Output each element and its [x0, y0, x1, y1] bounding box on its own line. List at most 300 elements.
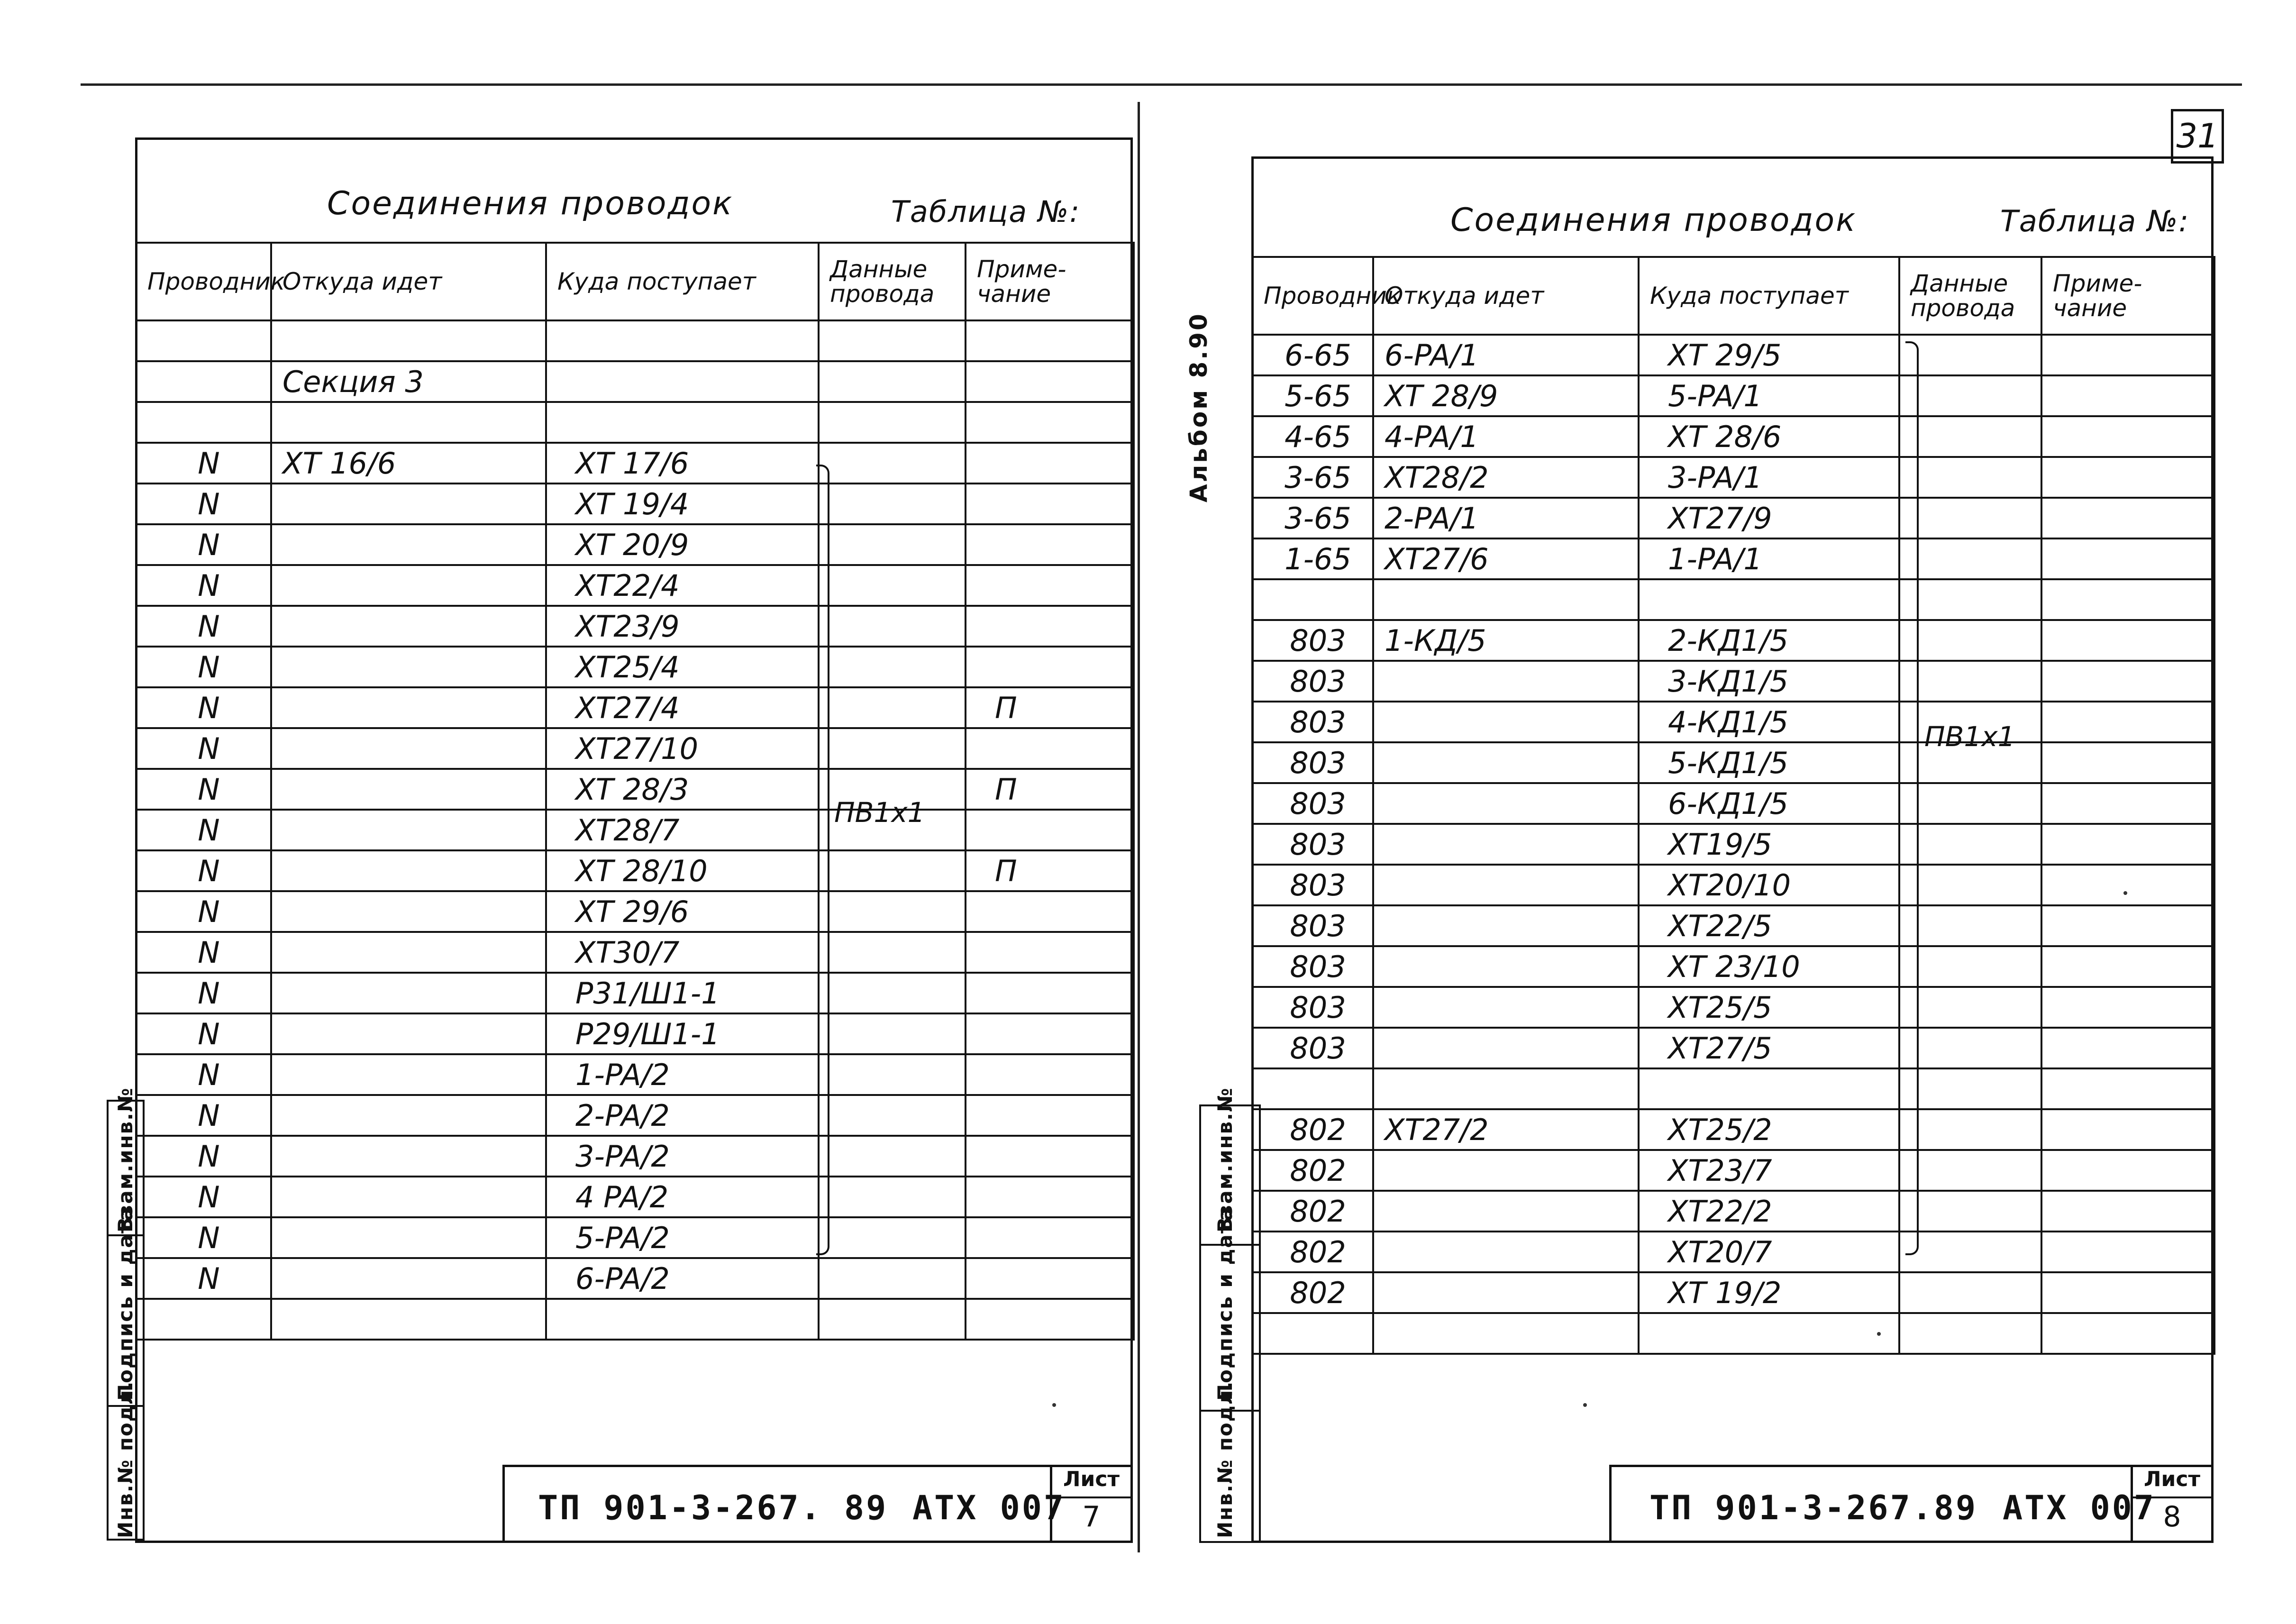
left-wire-label: ПВ1х1	[834, 796, 925, 829]
cell-to	[1639, 1068, 1899, 1109]
cell-note	[966, 728, 1134, 769]
cell-note	[2041, 620, 2214, 661]
cell-to: 5-PA/1	[1639, 375, 1899, 416]
table-row	[1252, 335, 2214, 375]
cell-note	[966, 484, 1134, 524]
cell-conductor: N	[136, 891, 271, 932]
cell-note	[2041, 1313, 2214, 1354]
table-row	[1252, 579, 2214, 620]
table-row	[1252, 824, 2214, 865]
table-row	[1252, 1272, 2214, 1313]
cell-to: 4 PA/2	[546, 1177, 819, 1217]
cell-to: XT25/2	[1639, 1109, 1899, 1150]
cell-from: XT28/2	[1373, 457, 1639, 498]
right-sheet-number-box	[2131, 1467, 2211, 1541]
cell-conductor: 4-65	[1252, 416, 1373, 457]
table-row	[136, 932, 1134, 973]
cell-to	[546, 361, 819, 402]
cell-to	[546, 1299, 819, 1340]
cell-wire-data	[1899, 335, 2041, 375]
cell-note	[2041, 987, 2214, 1028]
cell-from	[271, 402, 546, 443]
right-table-body	[1252, 335, 2214, 1354]
cell-conductor: N	[136, 728, 271, 769]
right-wire-label: ПВ1х1	[1924, 721, 2015, 753]
right-doc-number: ТП 901-3-267.89	[1649, 1488, 1978, 1527]
right-title-block	[1609, 1465, 2214, 1543]
cell-to: 3-PA/2	[546, 1136, 819, 1177]
cell-conductor	[136, 320, 271, 361]
left-stamp-inv-no: Инв.№ подл.	[114, 1380, 137, 1538]
cell-conductor	[1252, 1313, 1373, 1354]
cell-note	[966, 1136, 1134, 1177]
cell-wire-data	[819, 850, 966, 891]
cell-from: 4-PA/1	[1373, 416, 1639, 457]
table-row	[1252, 538, 2214, 579]
cell-conductor: N	[136, 1258, 271, 1299]
cell-conductor: N	[136, 973, 271, 1013]
cell-conductor: 802	[1252, 1232, 1373, 1272]
cell-conductor	[136, 361, 271, 402]
cell-wire-data	[1899, 905, 2041, 946]
cell-note	[2041, 1272, 2214, 1313]
cell-wire-data	[819, 1095, 966, 1136]
cell-to: XT 29/5	[1639, 335, 1899, 375]
cell-to: XT20/7	[1639, 1232, 1899, 1272]
cell-note	[2041, 498, 2214, 538]
cell-note	[2041, 457, 2214, 498]
cell-note	[966, 320, 1134, 361]
cell-from	[1373, 702, 1639, 742]
cell-from	[271, 728, 546, 769]
cell-note	[966, 1095, 1134, 1136]
cell-to: P31/Ш1-1	[546, 973, 819, 1013]
cell-conductor	[136, 402, 271, 443]
cell-note	[966, 1299, 1134, 1340]
cell-conductor: N	[136, 769, 271, 810]
cell-from	[1373, 1191, 1639, 1232]
table-row	[136, 1177, 1134, 1217]
cell-note	[966, 565, 1134, 606]
cell-from	[271, 1177, 546, 1217]
table-row	[136, 647, 1134, 687]
cell-wire-data	[819, 443, 966, 484]
table-row	[1252, 661, 2214, 702]
scan-speckle	[1877, 1332, 1881, 1336]
cell-conductor: 803	[1252, 742, 1373, 783]
cell-conductor: 1-65	[1252, 538, 1373, 579]
cell-note	[966, 1013, 1134, 1054]
col-header-to: Куда поступает	[546, 243, 819, 320]
cell-note	[2041, 865, 2214, 905]
cell-wire-data	[819, 402, 966, 443]
table-row	[136, 320, 1134, 361]
table-row	[136, 402, 1134, 443]
cell-note	[2041, 1191, 2214, 1232]
right-stamp-inv-no: Инв.№ подл.	[1213, 1380, 1237, 1538]
cell-from	[271, 810, 546, 850]
cell-from	[271, 1095, 546, 1136]
cell-conductor: N	[136, 1054, 271, 1095]
cell-wire-data	[819, 484, 966, 524]
cell-note	[966, 1217, 1134, 1258]
table-row	[136, 1013, 1134, 1054]
table-row	[1252, 742, 2214, 783]
scan-speckle	[1583, 1403, 1587, 1407]
left-sheet-number: 7	[1082, 1500, 1101, 1533]
cell-wire-data	[819, 687, 966, 728]
table-row	[1252, 416, 2214, 457]
cell-note: П	[966, 687, 1134, 728]
cell-from	[271, 1013, 546, 1054]
cell-note: П	[966, 850, 1134, 891]
cell-to: 1-PA/2	[546, 1054, 819, 1095]
cell-from: Секция 3	[271, 361, 546, 402]
cell-conductor: N	[136, 524, 271, 565]
table-row	[1252, 1150, 2214, 1191]
col-header-wire-data: Данные провода	[1899, 257, 2041, 335]
cell-from	[1373, 1232, 1639, 1272]
cell-from	[271, 606, 546, 647]
cell-to: XT 20/9	[546, 524, 819, 565]
cell-note	[966, 524, 1134, 565]
cell-from	[271, 769, 546, 810]
table-row	[1252, 702, 2214, 742]
cell-note	[2041, 1068, 2214, 1109]
cell-wire-data	[1899, 498, 2041, 538]
left-table-number-label: Таблица №:	[891, 194, 1081, 229]
table-row	[136, 524, 1134, 565]
table-row	[136, 973, 1134, 1013]
cell-from	[271, 973, 546, 1013]
cell-conductor: 5-65	[1252, 375, 1373, 416]
cell-conductor: 802	[1252, 1150, 1373, 1191]
cell-note	[966, 361, 1134, 402]
cell-from	[1373, 579, 1639, 620]
center-fold	[1138, 102, 1140, 1552]
table-row	[136, 769, 1134, 810]
cell-conductor: 3-65	[1252, 498, 1373, 538]
cell-to: XT25/5	[1639, 987, 1899, 1028]
cell-note	[2041, 946, 2214, 987]
cell-to: 6-PA/2	[546, 1258, 819, 1299]
table-row	[136, 1217, 1134, 1258]
cell-to: XT27/5	[1639, 1028, 1899, 1068]
cell-from: XT27/2	[1373, 1109, 1639, 1150]
cell-note	[2041, 702, 2214, 742]
col-header-wire-data: Данные провода	[819, 243, 966, 320]
cell-to: P29/Ш1-1	[546, 1013, 819, 1054]
cell-to: XT 28/10	[546, 850, 819, 891]
cell-conductor: N	[136, 850, 271, 891]
left-title-block	[502, 1465, 1133, 1543]
cell-wire-data	[819, 1258, 966, 1299]
page-number: 31	[2171, 109, 2224, 164]
cell-from	[271, 687, 546, 728]
cell-from	[271, 932, 546, 973]
cell-wire-data	[819, 1177, 966, 1217]
cell-note	[2041, 335, 2214, 375]
left-connections-table	[135, 242, 1135, 1341]
cell-from: 2-PA/1	[1373, 498, 1639, 538]
cell-conductor: N	[136, 1013, 271, 1054]
scan-speckle	[1052, 1403, 1056, 1407]
table-row	[1252, 783, 2214, 824]
cell-note	[2041, 742, 2214, 783]
table-row	[136, 1258, 1134, 1299]
cell-to: XT 17/6	[546, 443, 819, 484]
cell-to	[1639, 579, 1899, 620]
cell-conductor: 803	[1252, 946, 1373, 987]
col-header-conductor: Проводник	[136, 243, 271, 320]
cell-conductor	[1252, 579, 1373, 620]
cell-conductor: 802	[1252, 1109, 1373, 1150]
cell-to: 1-PA/1	[1639, 538, 1899, 579]
cell-wire-data	[819, 1136, 966, 1177]
cell-note	[966, 810, 1134, 850]
table-row	[136, 850, 1134, 891]
cell-from	[1373, 742, 1639, 783]
cell-wire-data	[819, 932, 966, 973]
cell-conductor	[1252, 1068, 1373, 1109]
cell-conductor: 803	[1252, 824, 1373, 865]
cell-to: XT22/4	[546, 565, 819, 606]
left-sheet-number-box	[1050, 1467, 1130, 1541]
cell-from	[271, 1217, 546, 1258]
cell-from	[1373, 783, 1639, 824]
cell-note	[2041, 416, 2214, 457]
cell-wire-data	[819, 361, 966, 402]
cell-wire-data	[1899, 1313, 2041, 1354]
cell-from	[271, 850, 546, 891]
left-sheet-title: Соединения проводок	[327, 185, 734, 222]
cell-note	[2041, 783, 2214, 824]
cell-from	[1373, 1150, 1639, 1191]
table-row	[136, 891, 1134, 932]
table-row	[136, 1054, 1134, 1095]
cell-wire-data	[819, 1299, 966, 1340]
cell-to: 5-PA/2	[546, 1217, 819, 1258]
col-header-conductor: Проводник	[1252, 257, 1373, 335]
cell-wire-data	[1899, 538, 2041, 579]
cell-conductor: N	[136, 932, 271, 973]
cell-note	[966, 891, 1134, 932]
cell-note	[2041, 538, 2214, 579]
cell-wire-data	[1899, 416, 2041, 457]
cell-note: П	[966, 769, 1134, 810]
cell-from	[1373, 661, 1639, 702]
right-connections-table	[1251, 256, 2215, 1355]
cell-note	[2041, 1232, 2214, 1272]
cell-to: 5-КД1/5	[1639, 742, 1899, 783]
table-row	[136, 361, 1134, 402]
cell-from: XT 16/6	[271, 443, 546, 484]
table-row	[1252, 987, 2214, 1028]
col-header-note: Приме- чание	[966, 243, 1134, 320]
cell-to: XT25/4	[546, 647, 819, 687]
cell-note	[2041, 1109, 2214, 1150]
left-table-header	[136, 243, 1134, 320]
cell-note	[2041, 1150, 2214, 1191]
table-row	[1252, 1313, 2214, 1354]
cell-conductor: 803	[1252, 783, 1373, 824]
cell-wire-data	[819, 524, 966, 565]
cell-wire-data	[1899, 1028, 2041, 1068]
cell-conductor: 803	[1252, 905, 1373, 946]
cell-note	[966, 932, 1134, 973]
cell-wire-data	[1899, 987, 2041, 1028]
cell-to: XT28/7	[546, 810, 819, 850]
cell-wire-data	[819, 973, 966, 1013]
cell-to: XT23/7	[1639, 1150, 1899, 1191]
top-rule	[81, 83, 2242, 86]
cell-conductor: N	[136, 443, 271, 484]
left-wire-bracket	[816, 465, 829, 1255]
table-row	[1252, 1068, 2214, 1109]
cell-from	[1373, 1272, 1639, 1313]
cell-to: XT23/9	[546, 606, 819, 647]
left-doc-number: ТП 901-3-267. 89	[538, 1488, 888, 1527]
cell-conductor: 802	[1252, 1191, 1373, 1232]
cell-from	[271, 647, 546, 687]
left-sheet-label: Лист	[1052, 1467, 1130, 1498]
cell-conductor: N	[136, 1136, 271, 1177]
cell-to: 3-КД1/5	[1639, 661, 1899, 702]
cell-conductor: N	[136, 687, 271, 728]
cell-to: XT19/5	[1639, 824, 1899, 865]
cell-note	[966, 1258, 1134, 1299]
cell-to: XT 23/10	[1639, 946, 1899, 987]
table-row	[136, 1095, 1134, 1136]
cell-from	[1373, 865, 1639, 905]
cell-wire-data	[1899, 1191, 2041, 1232]
right-table-header	[1252, 257, 2214, 335]
cell-note	[2041, 579, 2214, 620]
cell-wire-data	[1899, 457, 2041, 498]
cell-note	[2041, 1028, 2214, 1068]
cell-note	[2041, 375, 2214, 416]
cell-from	[271, 1136, 546, 1177]
table-row	[1252, 1232, 2214, 1272]
table-row	[1252, 946, 2214, 987]
scan-speckle	[2123, 891, 2127, 895]
cell-wire-data	[1899, 1272, 2041, 1313]
cell-conductor: N	[136, 1095, 271, 1136]
cell-to	[1639, 1313, 1899, 1354]
cell-from	[1373, 1313, 1639, 1354]
cell-conductor: N	[136, 647, 271, 687]
table-row	[1252, 620, 2214, 661]
cell-wire-data	[1899, 783, 2041, 824]
cell-from	[271, 565, 546, 606]
col-header-from: Откуда идет	[1373, 257, 1639, 335]
right-table-number-label: Таблица №:	[2000, 204, 2190, 238]
cell-from	[271, 1054, 546, 1095]
cell-note	[966, 1054, 1134, 1095]
cell-from	[1373, 905, 1639, 946]
cell-wire-data	[819, 320, 966, 361]
cell-wire-data	[1899, 620, 2041, 661]
table-row	[136, 1136, 1134, 1177]
cell-wire-data	[819, 565, 966, 606]
table-row	[136, 606, 1134, 647]
cell-wire-data	[1899, 1068, 2041, 1109]
cell-to: XT 29/6	[546, 891, 819, 932]
cell-to: 2-КД1/5	[1639, 620, 1899, 661]
cell-note	[2041, 905, 2214, 946]
left-table-body	[136, 320, 1134, 1340]
cell-from	[271, 320, 546, 361]
cell-to: XT 19/4	[546, 484, 819, 524]
cell-to: XT30/7	[546, 932, 819, 973]
right-sheet-title: Соединения проводок	[1450, 201, 1857, 239]
cell-conductor: N	[136, 484, 271, 524]
table-row	[1252, 375, 2214, 416]
cell-note	[966, 973, 1134, 1013]
cell-to: XT27/10	[546, 728, 819, 769]
cell-from	[1373, 987, 1639, 1028]
cell-conductor: 802	[1252, 1272, 1373, 1313]
cell-to: 6-КД1/5	[1639, 783, 1899, 824]
cell-wire-data	[1899, 1232, 2041, 1272]
cell-wire-data	[819, 891, 966, 932]
table-row	[136, 810, 1134, 850]
cell-wire-data	[819, 728, 966, 769]
table-row	[1252, 865, 2214, 905]
left-stamp-instead-inv: Взам.инв.№	[114, 1087, 137, 1232]
cell-wire-data	[819, 647, 966, 687]
cell-conductor	[136, 1299, 271, 1340]
cell-to: 2-PA/2	[546, 1095, 819, 1136]
cell-wire-data	[1899, 579, 2041, 620]
cell-to	[546, 402, 819, 443]
table-row	[1252, 905, 2214, 946]
cell-conductor: N	[136, 1217, 271, 1258]
table-row	[136, 484, 1134, 524]
cell-to: XT22/5	[1639, 905, 1899, 946]
cell-from	[271, 891, 546, 932]
cell-wire-data	[1899, 865, 2041, 905]
right-sheet-label: Лист	[2133, 1467, 2211, 1498]
cell-to: 3-PA/1	[1639, 457, 1899, 498]
left-stamp-sign-date: Подпись и дата	[114, 1206, 137, 1401]
cell-wire-data	[1899, 824, 2041, 865]
cell-note	[2041, 824, 2214, 865]
right-stamp-sign-date: Подпись и дата	[1213, 1206, 1237, 1401]
cell-wire-data	[1899, 375, 2041, 416]
cell-from	[1373, 1028, 1639, 1068]
cell-conductor: N	[136, 1177, 271, 1217]
right-wire-bracket	[1905, 341, 1919, 1255]
cell-to: XT22/2	[1639, 1191, 1899, 1232]
cell-conductor: 6-65	[1252, 335, 1373, 375]
cell-from: 6-PA/1	[1373, 335, 1639, 375]
cell-to: XT20/10	[1639, 865, 1899, 905]
cell-from: 1-КД/5	[1373, 620, 1639, 661]
table-row	[136, 565, 1134, 606]
cell-from	[1373, 1068, 1639, 1109]
table-row	[1252, 1191, 2214, 1232]
cell-conductor: 803	[1252, 865, 1373, 905]
cell-to: XT 28/3	[546, 769, 819, 810]
cell-conductor: 3-65	[1252, 457, 1373, 498]
cell-to: 4-КД1/5	[1639, 702, 1899, 742]
cell-from	[1373, 946, 1639, 987]
cell-note	[966, 1177, 1134, 1217]
cell-wire-data	[819, 1217, 966, 1258]
cell-from	[271, 1258, 546, 1299]
table-row	[1252, 1028, 2214, 1068]
